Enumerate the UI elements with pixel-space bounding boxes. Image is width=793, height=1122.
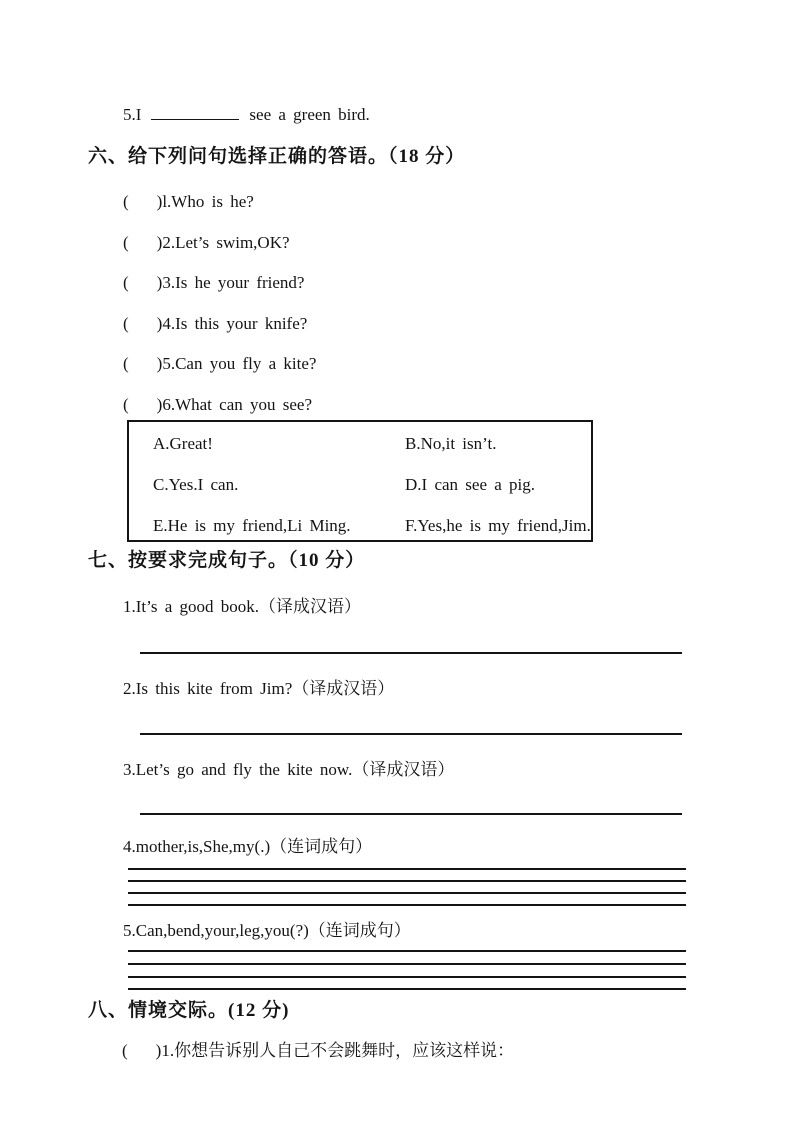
answer-option-b: B.No,it isn’t. [405, 434, 497, 453]
answer-line [140, 733, 682, 735]
answer-line [140, 652, 682, 654]
answer-option-c: C.Yes.I can. [153, 475, 239, 494]
question-row [123, 232, 290, 253]
question-text: )1.你想告诉别人自己不会跳舞时，应该这样说： [155, 1041, 515, 1060]
answer-option-e: E.He is my friend,Li Ming. [153, 516, 351, 535]
paren-mark: ( [123, 192, 129, 211]
question-text: )6.What can you see? [156, 395, 312, 414]
blank-line [151, 105, 239, 120]
paren-mark: ( [123, 273, 129, 292]
question-text: )2.Let’s swim,OK? [156, 233, 290, 252]
question-text: )5.Can you fly a kite? [156, 354, 317, 373]
fill-in-prefix: 5.I [123, 105, 142, 124]
ruled-line [128, 963, 686, 965]
fill-in-item [123, 104, 370, 125]
ruled-line [128, 904, 686, 906]
question-text: )l.Who is he? [156, 192, 254, 211]
ruled-line [128, 892, 686, 894]
exercise-item: 5.Can,bend,your,leg,you(?)（连词成句） [123, 921, 411, 940]
question-row [123, 272, 304, 293]
paren-mark: ( [123, 314, 129, 333]
answer-line [140, 813, 682, 815]
question-row [122, 1040, 514, 1061]
ruled-line [128, 880, 686, 882]
fill-in-suffix: see a green bird. [249, 105, 370, 124]
answer-option-d: D.I can see a pig. [405, 475, 536, 494]
exercise-item: 1.It’s a good book.（译成汉语） [123, 597, 362, 616]
paren-mark: ( [123, 395, 129, 414]
question-text: )3.Is he your friend? [156, 273, 305, 292]
question-row [123, 313, 307, 334]
answer-option-a: A.Great! [153, 434, 213, 453]
answer-option-f: F.Yes,he is my friend,Jim. [405, 516, 591, 535]
answer-options-box [127, 420, 593, 542]
ruled-line [128, 950, 686, 952]
question-row [123, 353, 316, 374]
question-row [123, 394, 312, 415]
question-text: )4.Is this your knife? [156, 314, 308, 333]
section-six-heading: 六、给下列问句选择正确的答语。（18 分） [88, 146, 466, 167]
ruled-line [128, 988, 686, 990]
ruled-line [128, 976, 686, 978]
section-eight-heading: 八、情境交际。(12 分) [88, 1000, 290, 1021]
paren-mark: ( [123, 354, 129, 373]
exercise-item: 2.Is this kite from Jim?（译成汉语） [123, 679, 395, 698]
ruled-line [128, 868, 686, 870]
section-seven-heading: 七、按要求完成句子。（10 分） [88, 550, 366, 571]
exercise-item: 3.Let’s go and fly the kite now.（译成汉语） [123, 760, 455, 779]
paren-mark: ( [123, 233, 129, 252]
exercise-item: 4.mother,is,She,my(.)（连词成句） [123, 837, 373, 856]
question-row [123, 191, 254, 212]
paren-mark: ( [122, 1041, 128, 1060]
